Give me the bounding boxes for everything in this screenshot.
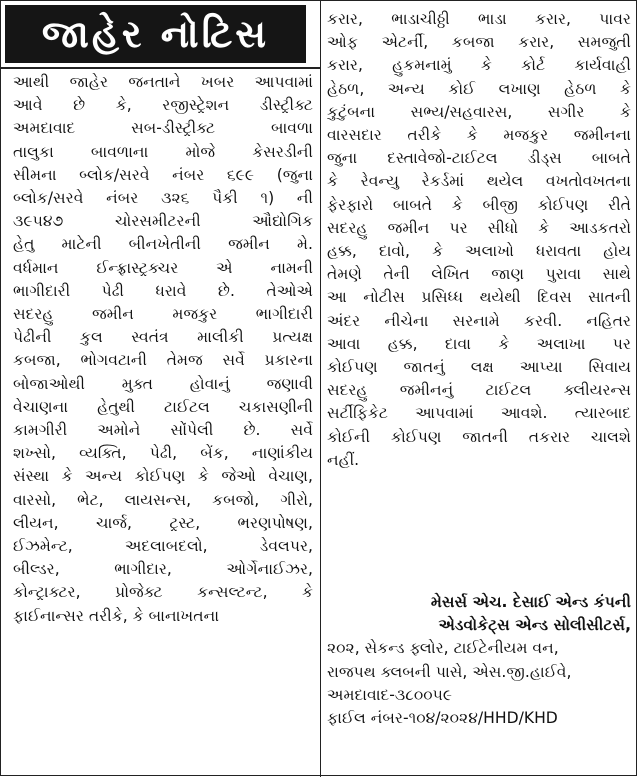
body-line: આવે છે કે, રજીસ્ટ્રેશન ડીસ્ટ્રીક્ટ [13,96,313,115]
body-line: કે રેવન્યુ રેકર્ડમાં થયેલ વખતોવખતના [327,172,631,191]
body-line: આવા હક્ક, દાવા કે અલાખા પર [327,334,631,353]
body-line: વેચાણના હેતુથી ટાઈટલ ચકાસણીની [13,397,313,416]
body-line: તાલુકા બાવળાના મોજે કેસરડીની [13,142,313,161]
body-line: સર્ટીફિકેટ આપવામાં આવશે. ત્યારબાદ [327,404,631,423]
body-line: કરાર, ભાડાચીઠ્ઠી ભાડા કરાર, પાવર [327,10,631,28]
address-line: રાજપથ ક્લબની પાસે, એસ.જી.હાઈવે, [327,662,572,681]
body-line: કામગીરી અમોને સોંપેલી છે. સર્વે [13,421,313,440]
body-line: ફાઈનાન્સર તરીકે, કે બાનાખતના [13,606,220,625]
title-rule [1,67,320,69]
body-line: વારસદાર તરીકે કે મજકુર જમીનના [327,126,631,145]
address-line: ૨૦૨, સેકન્ડ ફ્લોર, ટાઈટેનીયમ વન, [327,639,559,658]
notice-title: જાહેર નોટિસ [5,5,306,63]
signature-block [327,591,631,730]
body-line: કબજા, ભોગવટાની તેમજ સર્વે પ્રકારના [13,351,313,370]
firm-title: એડવોકેટ્સ એન્ડ સોલીસીટર્સ, [438,616,631,635]
body-line: સીમના બ્લોક/સરવે નંબર ૬૯૯ (જુના [13,165,313,184]
body-line: આથી જાહેર જનતાને ખબર આપવામાં [13,73,313,91]
right-column [327,8,631,472]
body-line: સદરહુ જમીન પર સીધો કે આડકતરો [327,218,631,237]
body-line: સદરહુ જમીનનું ટાઈટલ ક્લીયરન્સ [327,381,631,400]
body-line: નહીં. [327,450,360,469]
body-line: પેઢીની કુલ સ્વતંત્ર માલીકી પ્રત્યક્ષ [13,328,313,347]
body-line: ૩૯૫૪૭ ચોરસમીટરની ઔદ્યોગિક [13,212,313,231]
body-line: બીલ્ડર, ભાગીદાર, ઓર્ગેનાઈઝર, [13,560,313,579]
body-line: આ નોટીસ પ્રસિધ્ધ થયેથી દિવસ સાતની [327,288,631,307]
body-line: બ્લોક/સરવે નંબર ૩૨૬ પૈકી ૧) ની [13,189,313,208]
body-line: કોઈની કોઈપણ જાતની તકરાર ચાલશે [327,427,631,446]
address-line: અમદાવાદ-૩૮૦૦૫૯ [327,685,453,704]
body-line: ઓફ એટર્ની, કબજા કરાર, સમજુતી [327,33,631,52]
body-line: જુના દસ્તાવેજો-ટાઈટલ ડીડ્સ બાબતે [327,149,631,168]
body-line: કોઈપણ જાતનું લક્ષ આપ્યા સિવાય [327,358,631,377]
body-line: ઈઝમેન્ટ, અદલાબદલો, ડેવલપર, [13,537,313,556]
body-line: ભાગીદારી પેઢી ધરાવે છે. તેઓએ [13,281,313,300]
body-line: ફેરફારો બાબતે કે બીજી કોઈપણ રીતે [327,195,631,214]
body-line: અમદાવાદ સબ-ડીસ્ટ્રીક્ટ બાવળા [13,119,313,138]
body-line: સદરહુ જમીન મજકુર ભાગીદારી [13,305,313,324]
body-line: હેતુ માટેની બીનખેતીની જમીન મે. [13,235,313,254]
body-line: હક્ક, દાવો, કે અલાખો ધરાવતા હોય [327,242,631,261]
body-line: કરાર, હુકમનામું કે કોર્ટ કાર્યવાહી [327,56,631,75]
body-line: વારસો, ભેટ, લાયસન્સ, કબજો, ગીરો, [13,490,313,509]
body-line: કુટુંબના સભ્ય/સહવારસ, સગીર કે [327,102,631,121]
left-column [13,71,313,628]
body-line: અંદર નીચેના સરનામે કરવી. નહિતર [327,311,631,330]
firm-name: મેસર્સ એચ. દેસાઈ એન્ડ કંપની [430,593,631,611]
body-line: તેમણે તેની લેખિત જાણ પુરાવા સાથે [327,265,631,284]
file-number: ફાઈલ નંબર-૧૦૪/૨૦૨૪/HHD/KHD [327,709,558,728]
body-line: હેઠળ, અન્ય કોઈ લખાણ હેઠળ કે [327,79,631,98]
body-line: બોજાઓથી મુક્ત હોવાનું જણાવી [13,374,313,393]
body-line: કોન્ટ્રાક્ટર, પ્રોજેક્ટ કન્સલ્ટન્ટ, કે [13,583,313,602]
body-line: શખ્સો, વ્યક્તિ, પેઢી, બેંક, નાણાંકીય [13,444,313,463]
column-divider [320,1,321,777]
body-line: વર્ધમાન ઈન્ફ્રાસ્ટ્રક્ચર એ નામની [13,258,313,277]
body-line: લીયન, ચાર્જ, ટ્રસ્ટ, ભરણપોષણ, [13,513,313,532]
body-line: સંસ્થા કે અન્ય કોઈપણ કે જેઓ વેચાણ, [13,467,313,486]
